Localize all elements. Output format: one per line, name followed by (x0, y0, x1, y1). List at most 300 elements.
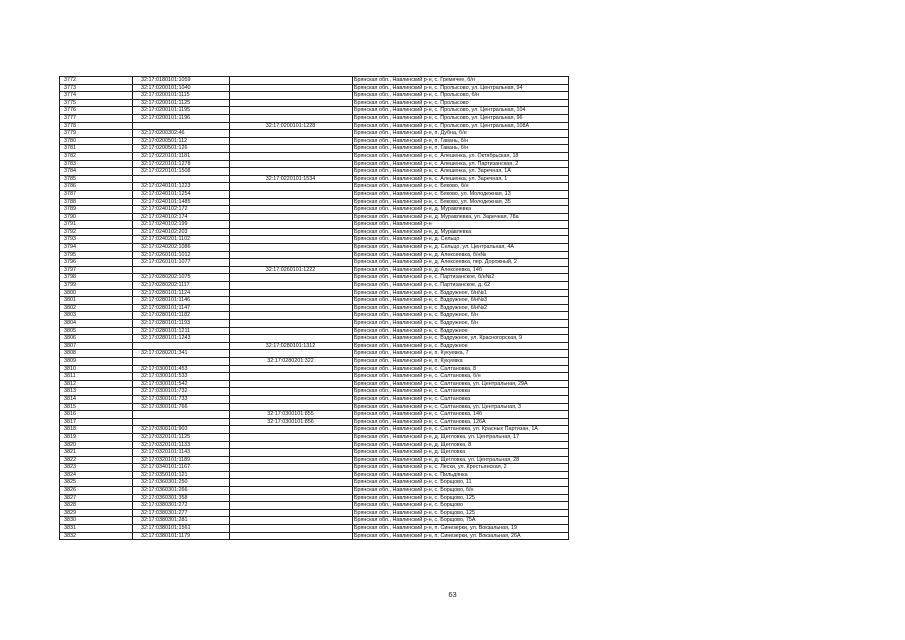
row-number-cell: 3815 (60, 403, 133, 411)
cadastral-number-alt-cell (230, 464, 353, 472)
row-number-cell: 3773 (60, 84, 133, 92)
row-number-cell: 3789 (60, 206, 133, 214)
cadastral-number-alt-cell (230, 532, 353, 540)
cadastral-number-alt-cell (230, 289, 353, 297)
row-number-cell: 3784 (60, 168, 133, 176)
table-row (60, 502, 569, 510)
row-number-cell: 3799 (60, 282, 133, 290)
row-number-cell: 3828 (60, 502, 133, 510)
table-row (60, 236, 569, 244)
address-cell: Брянская обл., Навлинский р-н, с. Пролысово, ул. Центральная, 94 (353, 84, 569, 92)
row-number-cell: 3805 (60, 327, 133, 335)
table-row (60, 244, 569, 252)
cadastral-number-cell: 32:17:0380101:1179 (133, 532, 230, 540)
cadastral-number-cell (133, 122, 230, 130)
cadastral-number-cell (133, 411, 230, 419)
row-number-cell: 3790 (60, 213, 133, 221)
row-number-cell: 3811 (60, 373, 133, 381)
address-cell: Брянская обл., Навлинский р-н, с. Бяково, ул. Молодежная, 13 (353, 190, 569, 198)
cadastral-number-alt-cell (230, 77, 353, 85)
cadastral-number-alt-cell (230, 152, 353, 160)
address-cell: Брянская обл., Навлинский р-н, п. Гавань, б/н (353, 137, 569, 145)
cadastral-number-cell: 32:17:0220101:1181 (133, 152, 230, 160)
address-cell: Брянская обл., Навлинский р-н, с. Партизанское, д. 62 (353, 282, 569, 290)
cadastral-number-cell: 32:17:0320101:1133 (133, 441, 230, 449)
cadastral-number-cell: 32:17:0320101:1143 (133, 449, 230, 457)
cadastral-number-alt-cell (230, 373, 353, 381)
address-cell: Брянская обл., Навлинский р-н, д. Алексеевка, б/н№ (353, 251, 569, 259)
row-number-cell: 3831 (60, 525, 133, 533)
cadastral-number-alt-cell (230, 221, 353, 229)
cadastral-number-alt-cell (230, 259, 353, 267)
cadastral-number-alt-cell (230, 137, 353, 145)
table-row (60, 183, 569, 191)
address-cell: Брянская обл., Навлинский р-н, с. Салтановка, ул. Красных Партизан, 1А (353, 426, 569, 434)
table-row (60, 221, 569, 229)
cadastral-number-cell (133, 357, 230, 365)
cadastral-number-alt-cell: 32:17:0260101:1222 (230, 266, 353, 274)
row-number-cell: 3793 (60, 236, 133, 244)
table-row (60, 92, 569, 100)
cadastral-number-alt-cell (230, 304, 353, 312)
table-row (60, 403, 569, 411)
cadastral-number-cell: 32:17:0200101:1125 (133, 99, 230, 107)
cadastral-number-cell: 32:17:0320101:1125 (133, 433, 230, 441)
address-cell: Брянская обл., Навлинский р-н, с. Вздружное, б/н (353, 312, 569, 320)
row-number-cell: 3787 (60, 190, 133, 198)
cadastral-number-alt-cell (230, 449, 353, 457)
address-cell: Брянская обл., Навлинский р-н, с. Борщово, 11 (353, 479, 569, 487)
cadastral-number-alt-cell (230, 99, 353, 107)
address-cell: Брянская обл., Навлинский р-н, с. Пролысово, ул. Центральная, 108А (353, 122, 569, 130)
row-number-cell: 3785 (60, 175, 133, 183)
row-number-cell: 3820 (60, 441, 133, 449)
row-number-cell: 3800 (60, 289, 133, 297)
cadastral-number-cell: 32:17:0360301:250 (133, 479, 230, 487)
address-cell: Брянская обл., Навлинский р-н, с. Лески, ул. Крестьянская, 2 (353, 464, 569, 472)
address-cell: Брянская обл., Навлинский р-н, с. Алешенка, ул. Октябрьская, 18 (353, 152, 569, 160)
row-number-cell: 3810 (60, 365, 133, 373)
address-cell: Брянская обл., Навлинский р-н, с. Салтановка, ул. Центральная, 3 (353, 403, 569, 411)
cadastral-number-cell: 32:17:0380101:1561 (133, 525, 230, 533)
cadastral-number-cell: 32:17:0280201:341 (133, 350, 230, 358)
table-row (60, 327, 569, 335)
address-cell: Брянская обл., Навлинский р-н, с. Вздружное, б/н№2 (353, 304, 569, 312)
cadastral-number-cell: 32:17:0200101:1196 (133, 114, 230, 122)
cadastral-number-alt-cell: 32:17:0200101:1228 (230, 122, 353, 130)
cadastral-number-cell: 32:17:0280202:1117 (133, 282, 230, 290)
cadastral-number-cell: 32:17:0280101:1182 (133, 312, 230, 320)
cadastral-number-alt-cell (230, 190, 353, 198)
cadastral-number-alt-cell: 32:17:0280201:322 (230, 357, 353, 365)
row-number-cell: 3830 (60, 517, 133, 525)
row-number-cell: 3772 (60, 77, 133, 85)
cadastral-number-alt-cell (230, 92, 353, 100)
table-row (60, 175, 569, 183)
table-row (60, 380, 569, 388)
table-row (60, 84, 569, 92)
cadastral-number-cell: 32:17:0240102:203 (133, 228, 230, 236)
cadastral-number-cell: 32:17:0200501:126 (133, 145, 230, 153)
cadastral-number-alt-cell (230, 403, 353, 411)
cadastral-number-alt-cell (230, 517, 353, 525)
cadastral-number-alt-cell (230, 487, 353, 495)
cadastral-number-alt-cell (230, 84, 353, 92)
cadastral-number-cell: 32:17:0240102:174 (133, 213, 230, 221)
table-row (60, 320, 569, 328)
address-cell: Брянская обл., Навлинский р-н, п. Гавань, б/н (353, 145, 569, 153)
row-number-cell: 3804 (60, 320, 133, 328)
cadastral-number-alt-cell (230, 130, 353, 138)
cadastral-number-cell: 32:17:0360301:266 (133, 487, 230, 495)
table-row (60, 289, 569, 297)
address-cell: Брянская обл., Навлинский р-н, д. Щегловка, ул. Центральная, 28 (353, 456, 569, 464)
cadastral-number-cell: 32:17:0280101:1124 (133, 289, 230, 297)
address-cell: Брянская обл., Навлинский р-н, д. Мурaвлевка (353, 206, 569, 214)
row-number-cell: 3801 (60, 297, 133, 305)
table-row (60, 114, 569, 122)
cadastral-number-cell: 32:17:0280101:1243 (133, 335, 230, 343)
cadastral-number-cell: 32:17:0200101:1195 (133, 107, 230, 115)
row-number-cell: 3821 (60, 449, 133, 457)
table-row (60, 152, 569, 160)
table-row (60, 77, 569, 85)
cadastral-number-cell: 32:17:0240102:199 (133, 221, 230, 229)
table-row (60, 145, 569, 153)
row-number-cell: 3779 (60, 130, 133, 138)
cadastral-number-alt-cell (230, 509, 353, 517)
cadastral-number-alt-cell (230, 441, 353, 449)
cadastral-number-alt-cell (230, 380, 353, 388)
address-cell: Брянская обл., Навлинский р-н, д. Муравлевка (353, 228, 569, 236)
table-row (60, 525, 569, 533)
address-cell: Брянская обл., Навлинский р-н, с. Алешенка, ул. Заречная, 1А (353, 168, 569, 176)
row-number-cell: 3823 (60, 464, 133, 472)
table-row (60, 433, 569, 441)
cadastral-number-alt-cell (230, 114, 353, 122)
cadastral-number-alt-cell (230, 433, 353, 441)
address-cell: Брянская обл., Навлинский р-н, с. Вздружное (353, 342, 569, 350)
address-cell: Брянская обл., Навлинский р-н, п. Дубна, б/н (353, 130, 569, 138)
table-row (60, 441, 569, 449)
table-row (60, 160, 569, 168)
cadastral-number-cell: 32:17:0380301:281 (133, 517, 230, 525)
cadastral-number-cell: 32:17:0300101:903 (133, 426, 230, 434)
cadastral-number-cell: 32:17:0360301:358 (133, 494, 230, 502)
cadastral-number-alt-cell (230, 327, 353, 335)
page-number: 63 (448, 590, 457, 599)
cadastral-number-cell: 32:17:0240101:1254 (133, 190, 230, 198)
address-cell: Брянская обл., Навлинский р-н, с. Вздружное, б/н№3 (353, 297, 569, 305)
row-number-cell: 3795 (60, 251, 133, 259)
cadastral-number-alt-cell (230, 251, 353, 259)
row-number-cell: 3797 (60, 266, 133, 274)
table-row (60, 274, 569, 282)
address-cell: Брянская обл., Навлинский р-н, с. Бяково, б/н (353, 183, 569, 191)
address-cell: Брянская обл., Навлинский р-н, с. Салтановка, 8 (353, 365, 569, 373)
address-cell: Брянская обл., Навлинский р-н, д. Щегловка, 8 (353, 441, 569, 449)
table-row (60, 426, 569, 434)
cadastral-number-cell: 32:17:0300101:453 (133, 365, 230, 373)
cadastral-number-cell: 32:17:0280101:1147 (133, 304, 230, 312)
cadastral-number-alt-cell (230, 168, 353, 176)
table-row (60, 266, 569, 274)
address-cell: Брянская обл., Навлинский р-н, с. Борщово, б/н (353, 487, 569, 495)
address-cell: Брянская обл., Навлинский р-н (353, 221, 569, 229)
address-cell: Брянская обл., Навлинский р-н, п. Синезерки, ул. Вокзальная, 26А (353, 532, 569, 540)
table-row (60, 464, 569, 472)
row-number-cell: 3819 (60, 433, 133, 441)
cadastral-number-cell: 32:17:0280101:1146 (133, 297, 230, 305)
cadastral-number-cell: 32:17:0240202:1086 (133, 244, 230, 252)
row-number-cell: 3775 (60, 99, 133, 107)
cadastral-number-alt-cell (230, 198, 353, 206)
cadastral-number-alt-cell (230, 160, 353, 168)
cadastral-number-alt-cell (230, 395, 353, 403)
table-row (60, 395, 569, 403)
address-cell: Брянская обл., Навлинский р-н, с. Салтановка (353, 395, 569, 403)
row-number-cell: 3807 (60, 342, 133, 350)
table-row (60, 388, 569, 396)
row-number-cell: 3786 (60, 183, 133, 191)
address-cell: Брянская обл., Навлинский р-н, с. Пролысово, б/н (353, 92, 569, 100)
cadastral-number-cell (133, 266, 230, 274)
cadastral-number-alt-cell (230, 236, 353, 244)
row-number-cell: 3808 (60, 350, 133, 358)
table-row (60, 532, 569, 540)
row-number-cell: 3824 (60, 471, 133, 479)
address-cell: Брянская обл., Навлинский р-н, с. Алешенка, ул. Партизанская, 2 (353, 160, 569, 168)
table-row (60, 494, 569, 502)
address-cell: Брянская обл., Навлинский р-н, с. Партизанское, б/н№2 (353, 274, 569, 282)
cadastral-number-alt-cell (230, 471, 353, 479)
table-row (60, 517, 569, 525)
cadastral-number-alt-cell (230, 479, 353, 487)
row-number-cell: 3826 (60, 487, 133, 495)
cadastral-number-alt-cell (230, 426, 353, 434)
cadastral-number-alt-cell (230, 494, 353, 502)
cadastral-number-alt-cell (230, 213, 353, 221)
cadastral-number-alt-cell (230, 456, 353, 464)
table-row (60, 509, 569, 517)
table-row (60, 418, 569, 426)
cadastral-number-cell: 32:17:0260101:1012 (133, 251, 230, 259)
address-cell: Брянская обл., Навлинский р-н, д. Щегловка (353, 449, 569, 457)
cadastral-number-alt-cell (230, 350, 353, 358)
table-row (60, 198, 569, 206)
address-cell: Брянская обл., Навлинский р-н, с. Вздружное, б/н (353, 320, 569, 328)
cadastral-number-alt-cell (230, 365, 353, 373)
cadastral-number-cell: 32:17:0280202:1075 (133, 274, 230, 282)
cadastral-number-cell: 32:17:0220101:1508 (133, 168, 230, 176)
table-row (60, 259, 569, 267)
address-cell: Брянская обл., Навлинский р-н, д. Алексеевка, пер. Дорожный, 2 (353, 259, 569, 267)
table-row (60, 342, 569, 350)
address-cell: Брянская обл., Навлинский р-н, п. Кукуевка (353, 357, 569, 365)
row-number-cell: 3778 (60, 122, 133, 130)
table-row (60, 312, 569, 320)
table-row (60, 456, 569, 464)
address-cell: Брянская обл., Навлинский р-н, с. Бяково, ул. Молодежная, 35 (353, 198, 569, 206)
row-number-cell: 3781 (60, 145, 133, 153)
table-row (60, 449, 569, 457)
address-cell: Брянская обл., Навлинский р-н, п. Кукуевка, 7 (353, 350, 569, 358)
cadastral-number-cell: 32:17:0280101:1193 (133, 320, 230, 328)
address-cell: Брянская обл., Навлинский р-н, с. Вздружное, б/н№1 (353, 289, 569, 297)
cadastral-number-cell: 32:17:0240101:1223 (133, 183, 230, 191)
table-row (60, 190, 569, 198)
cadastral-number-cell: 32:17:0200302:46 (133, 130, 230, 138)
address-cell: Брянская обл., Навлинский р-н, с. Салтановка, 14б (353, 411, 569, 419)
cadastral-number-alt-cell (230, 525, 353, 533)
row-number-cell: 3788 (60, 198, 133, 206)
row-number-cell: 3816 (60, 411, 133, 419)
cadastral-number-cell (133, 418, 230, 426)
cadastral-number-alt-cell (230, 335, 353, 343)
address-cell: Брянская обл., Навлинский р-н, с. Салтановка (353, 388, 569, 396)
table-row (60, 251, 569, 259)
cadastral-number-cell: 32:17:0240201:1102 (133, 236, 230, 244)
cadastral-number-cell: 32:17:0380301:277 (133, 509, 230, 517)
cadastral-number-cell: 32:17:0300101:533 (133, 373, 230, 381)
row-number-cell: 3822 (60, 456, 133, 464)
address-cell: Брянская обл., Навлинский р-н, д. Алексеевка, 14б (353, 266, 569, 274)
row-number-cell: 3809 (60, 357, 133, 365)
address-cell: Брянская обл., Навлинский р-н, с. Салтановка, б/н (353, 373, 569, 381)
cadastral-number-cell: 32:17:0300101:542 (133, 380, 230, 388)
row-number-cell: 3792 (60, 228, 133, 236)
cadastral-number-cell: 32:17:0300101:732 (133, 388, 230, 396)
cadastral-number-cell: 32:17:0300101:766 (133, 403, 230, 411)
cadastral-number-alt-cell (230, 320, 353, 328)
table-row (60, 304, 569, 312)
address-cell: Брянская обл., Навлинский р-н, с. Пильдянка (353, 471, 569, 479)
row-number-cell: 3774 (60, 92, 133, 100)
table-row (60, 479, 569, 487)
row-number-cell: 3802 (60, 304, 133, 312)
table-row (60, 365, 569, 373)
table-row (60, 122, 569, 130)
cadastral-number-cell: 32:17:0180101:1059 (133, 77, 230, 85)
row-number-cell: 3798 (60, 274, 133, 282)
address-cell: Брянская обл., Навлинский р-н, с. Борщово (353, 502, 569, 510)
cadastral-number-alt-cell (230, 228, 353, 236)
table-row (60, 137, 569, 145)
row-number-cell: 3818 (60, 426, 133, 434)
cadastral-number-alt-cell (230, 502, 353, 510)
cadastral-number-alt-cell (230, 312, 353, 320)
address-cell: Брянская обл., Навлинский р-н, д. Сельцо (353, 236, 569, 244)
address-cell: Брянская обл., Навлинский р-н, д. Сельцо, ул. Центральная, 4А (353, 244, 569, 252)
table-row (60, 373, 569, 381)
table-row (60, 206, 569, 214)
cadastral-number-cell: 32:17:0260101:1077 (133, 259, 230, 267)
address-cell: Брянская обл., Навлинский р-н, с. Пролысово (353, 99, 569, 107)
table-row (60, 411, 569, 419)
table-row (60, 350, 569, 358)
row-number-cell: 3780 (60, 137, 133, 145)
cadastral-number-alt-cell: 32:17:0300101:856 (230, 418, 353, 426)
cadastral-number-alt-cell (230, 145, 353, 153)
row-number-cell: 3783 (60, 160, 133, 168)
registry-table (59, 76, 569, 540)
address-cell: Брянская обл., Навлинский р-н, д. Щегловка, ул. Центральная, 17 (353, 433, 569, 441)
cadastral-number-alt-cell (230, 244, 353, 252)
table-row (60, 213, 569, 221)
cadastral-number-alt-cell (230, 107, 353, 115)
row-number-cell: 3813 (60, 388, 133, 396)
row-number-cell: 3806 (60, 335, 133, 343)
table-row (60, 99, 569, 107)
table-row (60, 168, 569, 176)
table-row (60, 130, 569, 138)
cadastral-number-cell: 32:17:0200101:1040 (133, 84, 230, 92)
cadastral-number-cell: 32:17:0320101:1189 (133, 456, 230, 464)
cadastral-number-alt-cell: 32:17:0300101:855 (230, 411, 353, 419)
address-cell: Брянская обл., Навлинский р-н, с. Борщово, 75А (353, 517, 569, 525)
address-cell: Брянская обл., Навлинский р-н, с. Салтановка, 126А (353, 418, 569, 426)
address-cell: Брянская обл., Навлинский р-н, д. Муравлевка, ул. Заречная, 78а (353, 213, 569, 221)
table-row (60, 107, 569, 115)
row-number-cell: 3803 (60, 312, 133, 320)
cadastral-number-cell: 32:17:0240101:1485 (133, 198, 230, 206)
cadastral-number-cell: 32:17:0350101:121 (133, 471, 230, 479)
cadastral-number-alt-cell (230, 274, 353, 282)
cadastral-number-cell: 32:17:0240102:172 (133, 206, 230, 214)
cadastral-number-cell: 32:17:0200501:112 (133, 137, 230, 145)
row-number-cell: 3829 (60, 509, 133, 517)
row-number-cell: 3796 (60, 259, 133, 267)
cadastral-number-cell: 32:17:0340101:1167 (133, 464, 230, 472)
cadastral-number-alt-cell (230, 388, 353, 396)
cadastral-number-cell (133, 342, 230, 350)
cadastral-number-cell: 32:17:0380301:272 (133, 502, 230, 510)
address-cell: Брянская обл., Навлинский р-н, п. Синезерки, ул. Вокзальная, 19 (353, 525, 569, 533)
row-number-cell: 3776 (60, 107, 133, 115)
address-cell: Брянская обл., Навлинский р-н, с. Вздружное (353, 327, 569, 335)
row-number-cell: 3832 (60, 532, 133, 540)
cadastral-number-cell: 32:17:0300101:733 (133, 395, 230, 403)
table-row (60, 335, 569, 343)
row-number-cell: 3827 (60, 494, 133, 502)
row-number-cell: 3817 (60, 418, 133, 426)
address-cell: Брянская обл., Навлинский р-н, с. Салтановка, ул. Центральная, 29А (353, 380, 569, 388)
address-cell: Брянская обл., Навлинский р-н, с. Вздружное, ул. Красногорская, 9 (353, 335, 569, 343)
cadastral-number-cell: 32:17:0220101:1278 (133, 160, 230, 168)
address-cell: Брянская обл., Навлинский р-н, с. Алешенка, ул. Заречная, 1 (353, 175, 569, 183)
table-row (60, 471, 569, 479)
address-cell: Брянская обл., Навлинский р-н, с. Пролысово, ул. Центральная, 96 (353, 114, 569, 122)
table-row (60, 228, 569, 236)
cadastral-number-cell: 32:17:0280101:1211 (133, 327, 230, 335)
row-number-cell: 3794 (60, 244, 133, 252)
row-number-cell: 3777 (60, 114, 133, 122)
table-row (60, 282, 569, 290)
address-cell: Брянская обл., Навлинский р-н, с. Борщово, 125 (353, 509, 569, 517)
cadastral-number-alt-cell (230, 183, 353, 191)
row-number-cell: 3782 (60, 152, 133, 160)
row-number-cell: 3791 (60, 221, 133, 229)
address-cell: Брянская обл., Навлинский р-н, с. Пролысово, ул. Центральная, 104 (353, 107, 569, 115)
cadastral-number-alt-cell: 32:17:0220101:1534 (230, 175, 353, 183)
cadastral-number-alt-cell (230, 282, 353, 290)
cadastral-number-cell (133, 175, 230, 183)
cadastral-number-alt-cell: 32:17:0280101:1312 (230, 342, 353, 350)
row-number-cell: 3814 (60, 395, 133, 403)
cadastral-number-cell: 32:17:0200101:1115 (133, 92, 230, 100)
row-number-cell: 3825 (60, 479, 133, 487)
cadastral-number-alt-cell (230, 297, 353, 305)
